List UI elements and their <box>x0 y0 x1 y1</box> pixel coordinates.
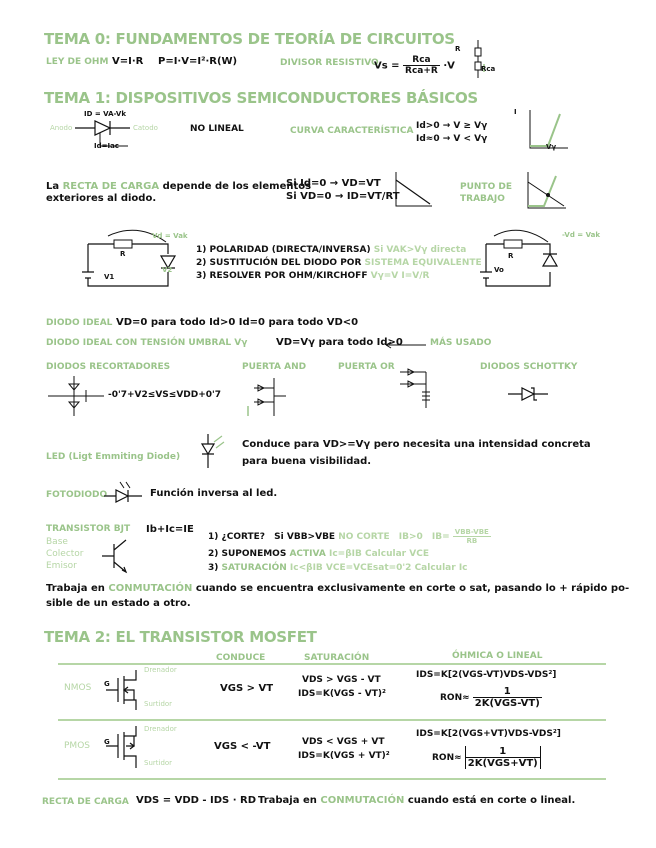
bjt-symbol <box>100 536 134 576</box>
led-icon <box>196 432 226 472</box>
nmos-ohm1: IDS=K[2(VGS-VT)VDS-VDS²] <box>416 670 557 680</box>
recortadores-eq: -0'7+V2≤VS≤VDD+0'7 <box>108 390 222 400</box>
divisor-fig-rc: Rca <box>481 65 496 73</box>
conm-pre: Trabaja en <box>46 583 105 594</box>
mos-conm-pre: Trabaja en <box>258 795 317 806</box>
diode-vd: ID = VA-Vk <box>84 110 126 118</box>
bjt-label: TRANSISTOR BJT <box>46 524 131 534</box>
pmos-ohm-den: 2K(VGS+VT) <box>467 758 538 769</box>
divisor-label: DIVISOR RESISTIVO <box>280 58 379 68</box>
bjt-s2-b: ACTIVA <box>289 549 326 559</box>
mos-conm-post: cuando está en corte o lineal. <box>407 795 576 806</box>
nmos-drenador: Drenador <box>144 666 177 674</box>
circuit2-r: R <box>508 252 514 260</box>
fotodiodo-icon <box>102 480 146 504</box>
recta-eq2: Si VD=0 → ID=VT/RT <box>286 191 400 202</box>
col-conduce: CONDUCE <box>216 653 266 663</box>
bjt-s3-a: 3) <box>208 563 219 573</box>
conm-label: CONMUTACIÓN <box>108 583 193 594</box>
col-ohmica: ÓHMICA O LINEAL <box>452 651 543 661</box>
diode-id: Id=Iac <box>94 142 119 150</box>
pmos-ohm1: IDS=K[2(VGS+VT)VDS-VDS²] <box>416 729 561 739</box>
circuit1-v2: V2 <box>162 266 173 274</box>
pmos-ohm-lhs: RON≈ <box>432 753 462 763</box>
divider-bottom <box>58 778 606 780</box>
pmos-surtidor: Surtidor <box>144 759 173 767</box>
bjt-s2-c: Ic=βIB Calcular VCE <box>329 549 429 559</box>
bjt-emisor: Emisor <box>46 561 77 571</box>
tema2-title: TEMA 2: EL TRANSISTOR MOSFET <box>44 628 317 646</box>
bjt-base: Base <box>46 537 68 547</box>
circuit2-v: Vo <box>494 266 504 274</box>
step-2-extra: SISTEMA EQUIVALENTE <box>364 258 482 268</box>
curva-l2: Id≈0 → V < Vγ <box>416 134 488 144</box>
pmos-ohm2 <box>432 746 541 769</box>
recta-pre: La <box>46 181 60 192</box>
circuit1-r: R <box>120 250 126 258</box>
mos-conm <box>258 795 575 806</box>
divisor-num: Rca <box>403 55 440 66</box>
step-3-extra: Vγ=V I=V/R <box>370 271 430 281</box>
bjt-step1 <box>208 528 491 545</box>
nmos-gate: G <box>104 680 110 688</box>
bjt-s1-b: Si VBB>VBE <box>274 532 336 542</box>
step-3 <box>196 271 429 281</box>
diode-catodo: Catodo <box>133 124 158 132</box>
no-lineal: NO LINEAL <box>190 124 244 134</box>
recta-post: depende de los elementos <box>162 181 312 192</box>
conm-line1 <box>46 583 629 594</box>
puerta-or-diagram <box>396 362 440 410</box>
circuit2-diagram <box>470 226 560 292</box>
pmos-sat2: IDS=K(VGS + VT)² <box>298 751 390 761</box>
schottky-icon <box>506 384 550 404</box>
curva-axis-v: Vγ <box>546 143 557 151</box>
ohm-eq1: V=I·R <box>112 56 144 67</box>
pmos-label: PMOS <box>64 741 90 751</box>
circuit1-v1: V1 <box>104 273 115 281</box>
ideal2-label: DIODO IDEAL CON TENSIÓN UMBRAL Vγ <box>46 338 248 348</box>
nmos-ohm-num: 1 <box>473 686 542 698</box>
led-text2: para buena visibilidad. <box>242 456 372 467</box>
step-2-text: 2) SUSTITUCIÓN DEL DIODO POR <box>196 258 362 268</box>
divisor-den: Rca+R <box>405 66 438 76</box>
recta-eq1: Si Id=0 → VD=VT <box>286 178 381 189</box>
bjt-colector: Colector <box>46 549 84 559</box>
pmos-ohm-num: 1 <box>466 746 540 758</box>
led-text1: Conduce para VD>=Vγ pero necesita una intensidad concreta <box>242 439 591 450</box>
bjt-s1-c: NO CORTE <box>338 532 390 542</box>
nmos-ohm-den: 2K(VGS-VT) <box>474 698 540 709</box>
step-1-text: 1) POLARIDAD (DIRECTA/INVERSA) <box>196 245 371 255</box>
step-2 <box>196 258 482 268</box>
recta-line2: exteriores al diodo. <box>46 193 157 204</box>
recortador-diagram <box>46 374 106 418</box>
mos-recta-eq: VDS = VDD - IDS · RD <box>136 795 257 806</box>
bjt-step3 <box>208 563 468 573</box>
foto-text: Función inversa al led. <box>150 488 278 499</box>
ohm-eq2: P=I·V=I²·R(W) <box>158 56 238 67</box>
schottky-label: DIODOS SCHOTTKY <box>480 362 578 372</box>
curva-label: CURVA CARACTERÍSTICA <box>290 126 414 136</box>
step-3-text: 3) RESOLVER POR OHM/KIRCHOFF <box>196 271 368 281</box>
recta-line1 <box>46 181 311 192</box>
recortadores-label: DIODOS RECORTADORES <box>46 362 171 372</box>
divider-mid <box>58 719 606 721</box>
circuit1-vd: Vd = Vak <box>152 232 188 240</box>
tema0-title: TEMA 0: FUNDAMENTOS DE TEORÍA DE CIRCUITOS <box>44 30 455 48</box>
bjt-s1-e: IB= <box>431 532 450 542</box>
tema1-title: TEMA 1: DISPOSITIVOS SEMICONDUCTORES BÁSICOS <box>44 89 478 107</box>
nmos-conduce: VGS > VT <box>220 683 274 694</box>
puerta-and-label: PUERTA AND <box>242 362 307 372</box>
mas-usado: MÁS USADO <box>430 338 492 348</box>
nmos-surtidor: Surtidor <box>144 700 173 708</box>
nmos-sat1: VDS > VGS - VT <box>302 675 381 685</box>
ideal1-eq: VD=0 para todo Id>0 Id=0 para todo VD<0 <box>116 317 359 328</box>
divisor-fig-r: R <box>455 45 461 53</box>
nmos-ohm-lhs: RON≈ <box>440 693 470 703</box>
recta-plot <box>390 170 434 210</box>
puerta-and-diagram <box>244 376 288 418</box>
circuit2-vd: -Vd = Vak <box>562 231 600 239</box>
nmos-label: NMOS <box>64 683 92 693</box>
conm-line2: sible de un estado a otro. <box>46 598 191 609</box>
bjt-step2 <box>208 549 429 559</box>
conm-post: cuando se encuentra exclusivamente en corte o sat, pasando lo + rápido po- <box>195 583 630 594</box>
diode-anodo: Anodo <box>50 124 73 132</box>
bjt-s1-den: RB <box>466 537 478 545</box>
bjt-eq: Ib+Ic=IE <box>146 524 194 535</box>
bjt-s1-d: IB>0 <box>398 532 423 542</box>
bjt-s1-num: VBB-VBE <box>454 528 489 536</box>
bjt-s3-c: Ic<βIB VCE=VCEsat=0'2 Calcular Ic <box>289 563 468 573</box>
ideal2-eq: VD=Vγ para todo Id>0 <box>276 337 403 348</box>
mos-conm-label: CONMUTACIÓN <box>320 795 405 806</box>
pmos-sat1: VDS < VGS + VT <box>302 737 385 747</box>
nmos-ohm2 <box>440 686 542 709</box>
recta-label: RECTA DE CARGA <box>62 181 160 192</box>
bjt-s1-a: 1) ¿CORTE? <box>208 532 266 542</box>
curva-axis-i: I <box>514 108 517 116</box>
step-1 <box>196 245 466 255</box>
ideal1-label: DIODO IDEAL <box>46 318 113 328</box>
divider-top <box>58 663 606 665</box>
divisor-formula <box>374 55 455 76</box>
pmos-conduce: VGS < -VT <box>214 741 271 752</box>
curva-l1: Id>0 → V ≥ Vγ <box>416 121 488 131</box>
pmos-gate: G <box>104 738 110 746</box>
nmos-sat2: IDS=K(VGS - VT)² <box>298 689 386 699</box>
pmos-drenador: Drenador <box>144 725 177 733</box>
arrow-left-icon <box>384 341 428 349</box>
bjt-s3-b: SATURACIÓN <box>221 563 287 573</box>
led-label: LED (Ligt Emmiting Diode) <box>46 452 181 462</box>
col-saturacion: SATURACIÓN <box>304 653 370 663</box>
mos-recta-label: RECTA DE CARGA <box>42 797 129 807</box>
divisor-lhs: Vs = <box>374 60 400 72</box>
bjt-s2-a: 2) SUPONEMOS <box>208 549 287 559</box>
ohm-label: LEY DE OHM <box>46 57 109 67</box>
punto-plot <box>522 170 568 212</box>
divisor-v: ·V <box>443 60 455 72</box>
step-1-extra: Si VAK>Vγ directa <box>373 245 467 255</box>
foto-label: FOTODIODO <box>46 490 108 500</box>
puerta-or-label: PUERTA OR <box>338 362 395 372</box>
punto-label: PUNTO DE TRABAJO <box>460 182 512 204</box>
divisor-diagram <box>460 38 500 80</box>
curva-plot <box>520 108 570 150</box>
